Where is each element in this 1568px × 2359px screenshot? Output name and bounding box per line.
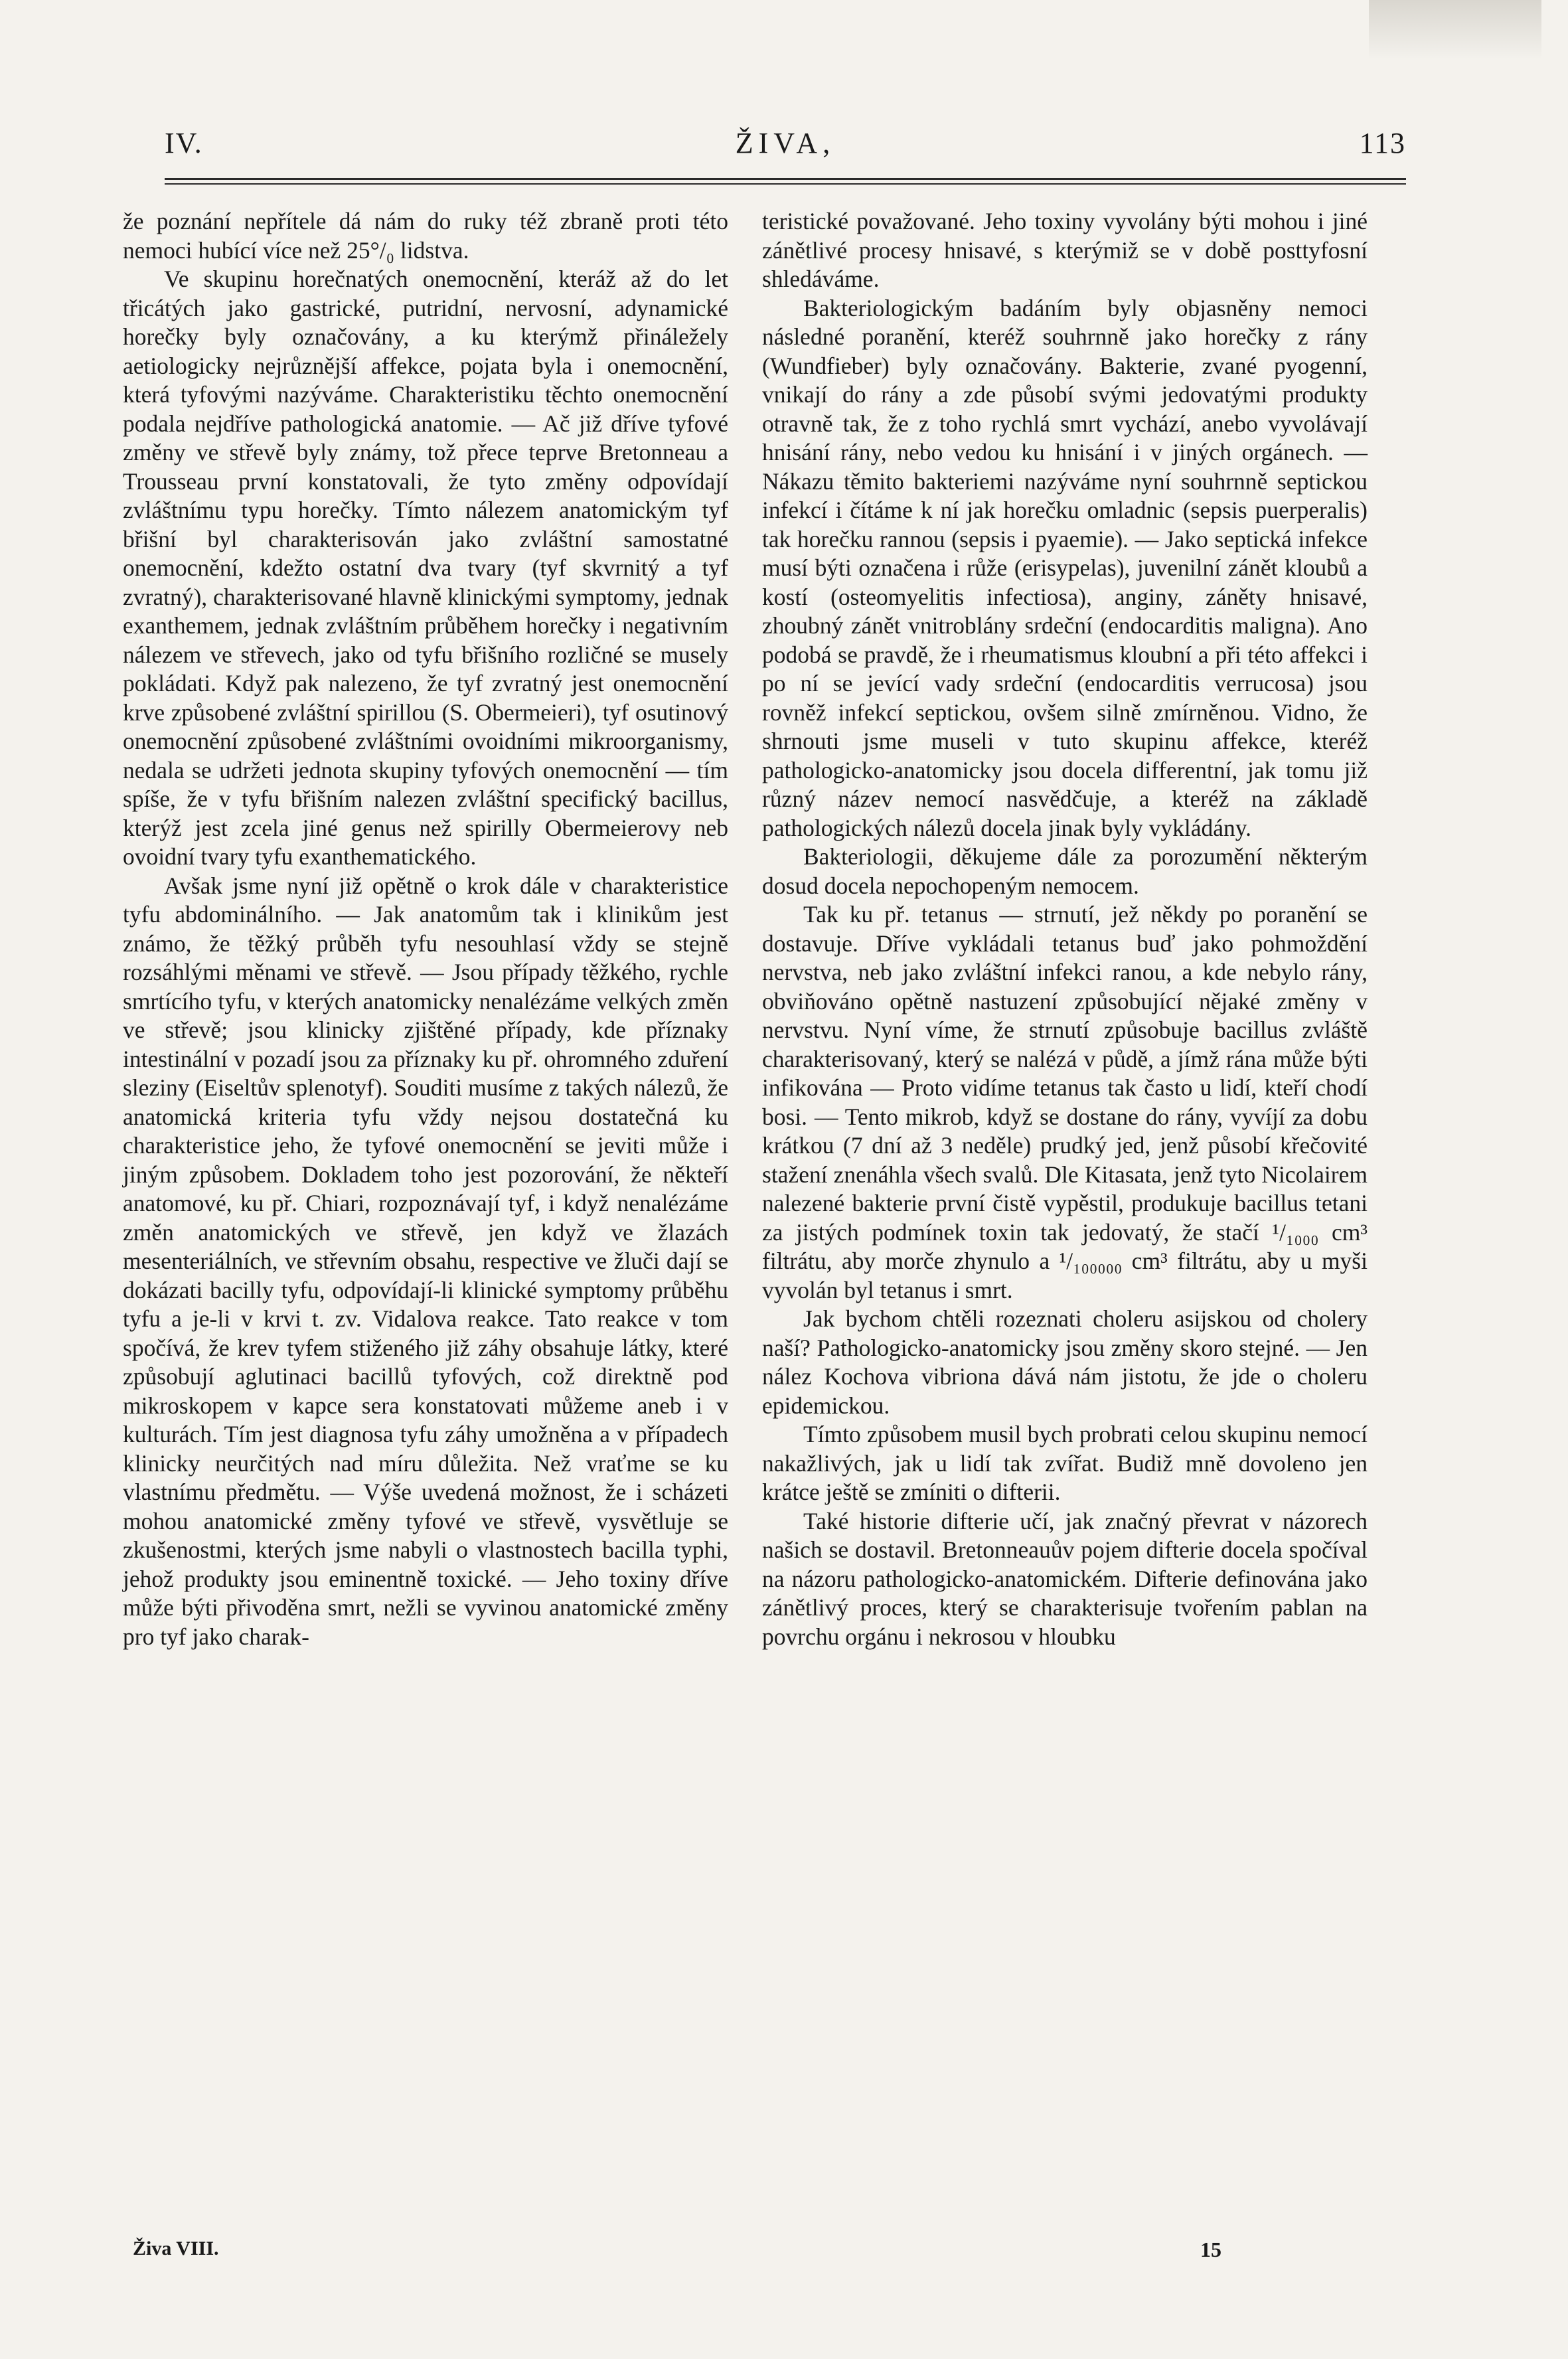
left-column <box>123 207 728 1651</box>
paragraph: Jak bychom chtěli rozeznati choleru asijskou od cholery naší? Pathologicko-anatomicky jsou změny skoro stejné. — Jen nález Kochova vibriona dává nám jistotu, že jde o choleru epidemickou. <box>762 1305 1368 1419</box>
paragraph: Ve skupinu horečnatých onemocnění, kteráž až do let třicátých jako gastrické, putridní, nervosní, adynamické horečky byly označovány, a ku kterýmž přináležely aetiologicky nejrůznější affekce, pojata byla i onemocnění, která tyfovými nazýváme. Charakteristiku těchto onemocnění podala nejdříve pathologická anatomie. — Ač již dříve tyfové změny ve střevě byly známy, tož přece teprve Bretonneau a Trousseau první konstatovali, že tyto změny odpovídají zvláštnímu typu horečky. Tímto nálezem anatomickým tyf břišní byl charakterisován jako zvláštní samostatné onemocnění, kdežto ostatní dva tvary (tyf skvrnitý a tyf zvratný), charakterisované hlavně klinickými symptomy, jednak exanthemem, jednak zvláštním průběhem horečky i negativním nálezem ve střevech, jako od tyfu břišního rozličné se musely pokládati. Když pak nalezeno, že tyf zvratný jest onemocnění krve způsobené zvláštní spirillou (S. Obermeieri), tyf osutinový onemocnění způsobené zvláštními ovoidními mikroorganismy, nedala se udržeti jednota skupiny tyfových onemocnění — tím spíše, že v tyfu břišním nalezen zvláštní specifický bacillus, kterýž jest zcela jiné genus než spirilly Obermeierovy neb ovoidní tvary tyfu exanthematického. <box>123 266 728 870</box>
paragraph: že poznání nepřítele dá nám do ruky též zbraně proti této nemoci hubící více než 25°/₀ lidstva. <box>123 208 728 264</box>
printer-signature: Živa VIII. <box>133 2237 219 2259</box>
paragraph: Bakteriologii, děkujeme dále za porozumění některým dosud docela nepochopeným nemocem. <box>762 843 1368 899</box>
paragraph: teristické považované. Jeho toxiny vyvolány býti mohou i jiné zánětlivé procesy hnisavé, s kterýmiž se v době posttyfosní shledáváme. <box>762 208 1368 292</box>
paragraph: Tímto způsobem musil bych probrati celou skupinu nemocí nakažlivých, jak u lidí tak zvířat. Budiž mně dovoleno jen krátce ještě se zmíniti o difterii. <box>762 1421 1368 1505</box>
sheet-number: 15 <box>1200 2237 1221 2261</box>
paragraph: Bakteriologickým badáním byly objasněny nemoci následné poranění, kteréž souhrnně jako horečky z rány (Wundfieber) byly označovány. Bakterie, zvané pyogenní, vnikají do rány a zde působí svými jedovatými produkty otravně tak, že z toho rychlá smrt vychází, anebo vyvolávají hnisání rány, nebo vedou ku hnisání i v jiných orgánech. — Nákazu těmito bakteriemi nazýváme nyní souhrnně septickou infekcí i čítáme k ní jak horečku omladnic (sepsis puerperalis) tak horečku rannou (sepsis i pyaemie). — Jako septická infekce musí býti označena i růže (erisypelas), juvenilní zánět kloubů a kostí (osteomyelitis infectiosa), anginy, záněty hnisavé, zhoubný zánět vnitroblány srdeční (endocarditis maligna). Ano podobá se pravdě, že i rheumatismus kloubní a při této affekci i po ní se jevící vady srdeční (endocarditis verrucosa) jsou rovněž infekcí septickou, ovšem silně zmírněnou. Vidno, že shrnouti jsme museli v tuto skupinu affekce, kteréž pathologicko-anatomicky jsou docela differentní, jak tomu již různý název nemocí nasvědčuje, a kteréž na základě pathologických nálezů docela jinak byly vykládány. <box>762 294 1368 841</box>
header-rule-top <box>165 178 1406 180</box>
volume-number: IV. <box>165 127 203 159</box>
page-number: 113 <box>1359 127 1406 159</box>
paragraph: Avšak jsme nyní již opětně o krok dále v charakteristice tyfu abdominálního. — Jak anatomům tak i klinikům jest známo, že těžký průběh tyfu nesouhlasí vždy se stejně rozsáhlými měnami ve střevě. — Jsou případy těžkého, rychle smrtícího tyfu, v kterých anatomicky nenalézáme velkých změn ve střevě; jsou klinicky zjištěné případy, kde příznaky intestinální v pozadí jsou za příznaky ku př. ohromného zduření sleziny (Eiseltův splenotyf). Souditi musíme z takých nálezů, že anatomická kriteria tyfu vždy nejsou dostatečná ku charakteristice jeho, že tyfové onemocnění se jeviti může i jiným způsobem. Dokladem toho jest pozorování, že někteří anatomové, ku př. Chiari, rozpoznávají tyf, i když nenalézáme změn anatomických ve střevě, jen když ve žlazách mesenteriálních, ve střevním obsahu, respective ve žluči dají se dokázati bacilly tyfu, odpovídají-li klinické symptomy průběhu tyfu a je-li v krvi t. zv. Vidalova reakce. Tato reakce v tom spočívá, že krev tyfem stiženého již záhy obsahuje látky, které způsobují aglutinaci bacillů tyfových, což direktně pod mikroskopem v kapce sera konstatovati můžeme aneb i v kulturách. Tím jest diagnosa tyfu záhy umožněna a v případech klinicky neurčitých nad míru důležita. Než vraťme se ku vlastnímu předmětu. — Výše uvedená možnost, že i scházeti mohou anatomické změny tyfové ve střevě, vysvětluje se zkušenostmi, kterých jsme nabyli o vlastnostech bacilla typhi, jehož produkty jsou eminentně toxické. — Jeho toxiny dříve může býti přivoděna smrt, nežli se vyvinou anatomické změny pro tyf jako charak- <box>123 872 728 1650</box>
paragraph: Tak ku př. tetanus — strnutí, jež někdy po poranění se dostavuje. Dříve vykládali tetanus buď jako pohmoždění nervstva, neb jako zvláštní infekci ranou, a kde nebylo rány, obviňováno opětně nastuzení způsobující nějaké změny v nervstvu. Nyní víme, že strnutí způsobuje bacillus zvláště charakterisovaný, který se nalézá v půdě, a jímž rána může býti infikována — Proto vidíme tetanus tak často u lidí, kteří chodí bosi. — Tento mikrob, když se dostane do rány, vyvíjí za dobu krátkou (7 dní až 3 neděle) prudký jed, jenž působí křečovité stažení znenáhla všech svalů. Dle Kitasata, jenž tyto Nicolairem nalezené bakterie první čistě vypěstil, produkuje bacillus tetani za jistých podmínek toxin tak jedovatý, že stačí ¹/₁₀₀₀ cm³ filtrátu, aby morče zhynulo a ¹/₁₀₀₀₀₀ cm³ filtrátu, aby u myši vyvolán byl tetanus i smrt. <box>762 901 1368 1303</box>
right-column <box>762 207 1368 1651</box>
paragraph: Také historie difterie učí, jak značný převrat v názorech našich se dostavil. Bretonneauův pojem difterie docela spočíval na názoru pathologicko-anatomickém. Difterie definována jako zánětlivý proces, který se charakterisuje tvořením pablan na povrchu orgánu i nekrosou v hloubku <box>762 1507 1368 1650</box>
running-header <box>165 126 1406 173</box>
paper-stain <box>1369 0 1541 60</box>
header-rule-bottom <box>165 183 1406 185</box>
journal-title: ŽIVA, <box>735 127 836 159</box>
